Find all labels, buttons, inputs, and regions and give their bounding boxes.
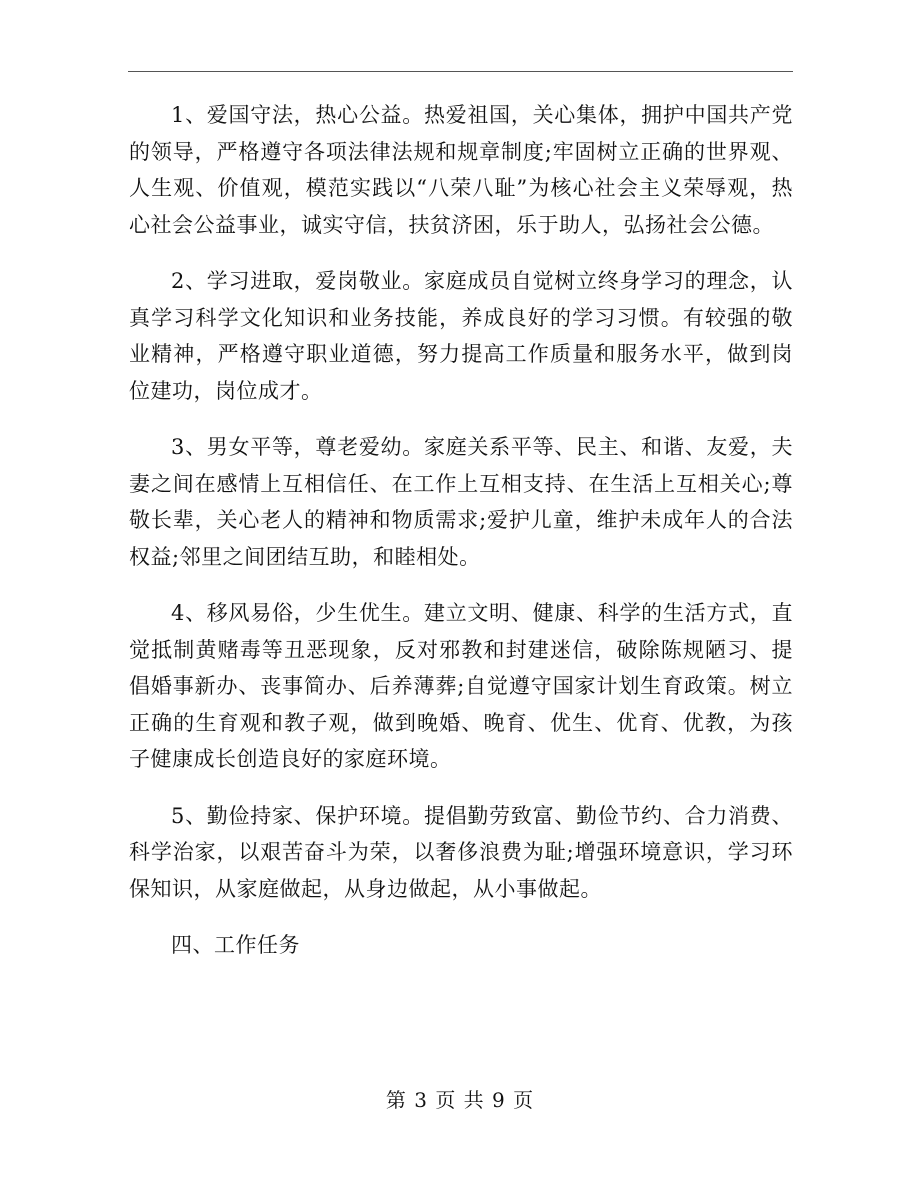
header-rule xyxy=(128,71,793,72)
paragraph-4: 4、移风易俗，少生优生。建立文明、健康、科学的生活方式，直觉抵制黄赌毒等丑恶现象，反对邪教和封建迷信，破除陈规陋习、提倡婚事新办、丧事简办、后养薄葬;自觉遵守国家计划生育政策。树立正确的生育观和教子观，做到晚婚、晚育、优生、优育、优教，为孩子健康成长创造良好的家庭环境。 xyxy=(129,601,793,771)
paragraph-1: 1、爱国守法，热心公益。热爱祖国，关心集体，拥护中国共产党的领导，严格遵守各项法律法规和规章制度;牢固树立正确的世界观、人生观、价值观，模范实践以“八荣八耻”为核心社会主义荣辱观，热心社会公益事业，诚实守信，扶贫济困，乐于助人，弘扬社会公德。 xyxy=(129,103,793,237)
section-heading: 四、工作任务 xyxy=(171,933,300,957)
document-body xyxy=(129,97,793,964)
page-number: 第 3 页 共 9 页 xyxy=(385,1088,535,1112)
paragraph-3: 3、男女平等，尊老爱幼。家庭关系平等、民主、和谐、友爱，夫妻之间在感情上互相信任、在工作上互相支持、在生活上互相关心;尊敬长辈，关心老人的精神和物质需求;爱护儿童，维护未成年人的合法权益;邻里之间团结互助，和睦相处。 xyxy=(129,435,793,569)
paragraph-2: 2、学习进取，爱岗敬业。家庭成员自觉树立终身学习的理念，认真学习科学文化知识和业务技能，养成良好的学习习惯。有较强的敬业精神，严格遵守职业道德，努力提高工作质量和服务水平，做到岗位建功，岗位成才。 xyxy=(129,269,793,403)
paragraph-5: 5、勤俭持家、保护环境。提倡勤劳致富、勤俭节约、合力消费、科学治家，以艰苦奋斗为荣，以奢侈浪费为耻;增强环境意识，学习环保知识，从家庭做起，从身边做起，从小事做起。 xyxy=(129,803,793,901)
